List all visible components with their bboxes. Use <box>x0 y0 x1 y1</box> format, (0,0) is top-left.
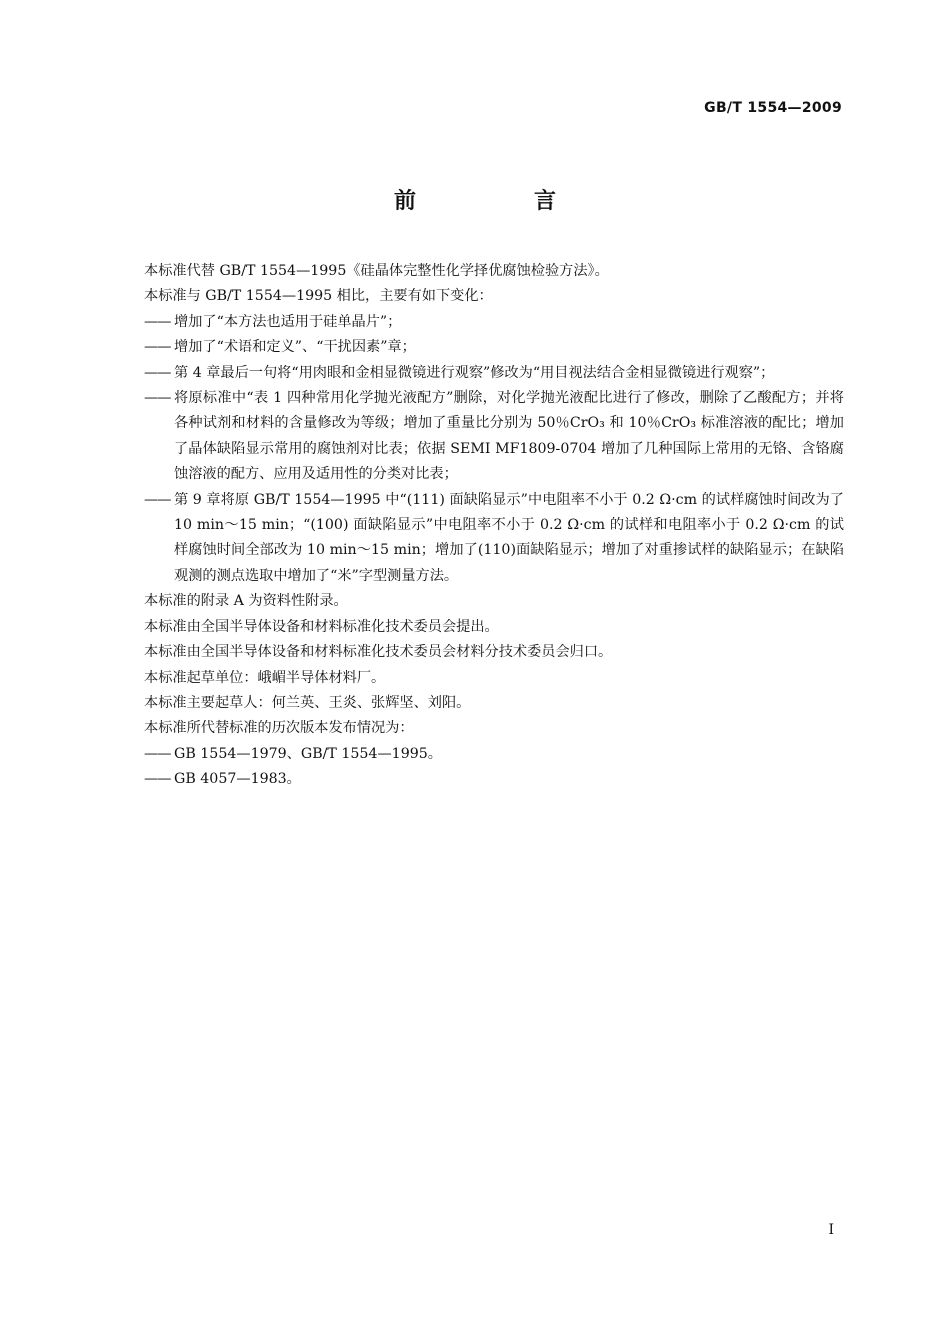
change-item <box>144 335 844 360</box>
history-item-text: GB 1554—1979、GB/T 1554—1995。 <box>174 745 442 762</box>
document-body <box>144 259 844 793</box>
change-item-text: 将原标准中“表 1 四种常用化学抛光液配方”删除，对化学抛光液配比进行了修改，删除了乙酸配方；并将各种试剂和材料的含量修改为等级；增加了重量比分别为 50％CrO₃ 和 10％CrO₃ 标准溶液的配比；增加了晶体缺陷显示常用的腐蚀剂对比表；依据 SEMI MF1809-0704 增加了几种国际上常用的无铬、含铬腐蚀溶液的配方、应用及适用性的分类对比表； <box>174 390 844 483</box>
dash-marker: —— <box>144 745 171 762</box>
change-item <box>144 310 844 335</box>
history-item-text: GB 4057—1983。 <box>174 771 301 788</box>
paragraph-appendix: 本标准的附录 A 为资料性附录。 <box>144 593 348 610</box>
dash-marker: —— <box>144 491 171 508</box>
page-number: I <box>828 1222 834 1238</box>
change-item <box>144 488 844 590</box>
dash-marker: —— <box>144 313 171 330</box>
change-item-text: 第 9 章将原 GB/T 1554—1995 中“(111) 面缺陷显示”中电阻率不小于 0.2 Ω·cm 的试样腐蚀时间改为了 10 min～15 min；“(100) 面缺陷显示”中电阻率不小于 0.2 Ω·cm 的试样和电阻率小于 0.2 Ω·cm 的试样腐蚀时间全部改为 10 min～15 min；增加了(110)面缺陷显示；增加了对重掺试样的缺陷显示；在缺陷观测的测点选取中增加了“米”字型测量方法。 <box>174 491 844 584</box>
change-item <box>144 386 844 488</box>
paragraph-changes-intro: 本标准与 GB/T 1554—1995 相比，主要有如下变化： <box>144 288 493 305</box>
paragraph-drafters: 本标准主要起草人：何兰英、王炎、张辉坚、刘阳。 <box>144 694 471 711</box>
standard-number: GB/T 1554—2009 <box>704 100 842 116</box>
paragraph-proposed-by: 本标准由全国半导体设备和材料标准化技术委员会提出。 <box>144 618 499 635</box>
paragraph-replaces: 本标准代替 GB/T 1554—1995《硅晶体完整性化学择优腐蚀检验方法》。 <box>144 263 609 279</box>
page-title: 前 言 <box>393 189 604 214</box>
change-item <box>144 361 844 386</box>
paragraph-drafting-unit: 本标准起草单位：峨嵋半导体材料厂。 <box>144 669 386 686</box>
dash-marker: —— <box>144 771 171 788</box>
history-item <box>144 742 844 767</box>
dash-marker: —— <box>144 364 171 381</box>
change-item-text: 第 4 章最后一句将“用肉眼和金相显微镜进行观察”修改为“用目视法结合金相显微镜进行观察”； <box>174 364 775 381</box>
paragraph-under-jurisdiction: 本标准由全国半导体设备和材料标准化技术委员会材料分技术委员会归口。 <box>144 644 613 661</box>
history-item <box>144 767 844 792</box>
dash-marker: —— <box>144 390 171 407</box>
change-item-text: 增加了“本方法也适用于硅单晶片”； <box>174 313 402 330</box>
dash-marker: —— <box>144 339 171 356</box>
change-item-text: 增加了“术语和定义”、“干扰因素”章； <box>174 339 416 356</box>
paragraph-history-intro: 本标准所代替标准的历次版本发布情况为： <box>144 720 414 737</box>
